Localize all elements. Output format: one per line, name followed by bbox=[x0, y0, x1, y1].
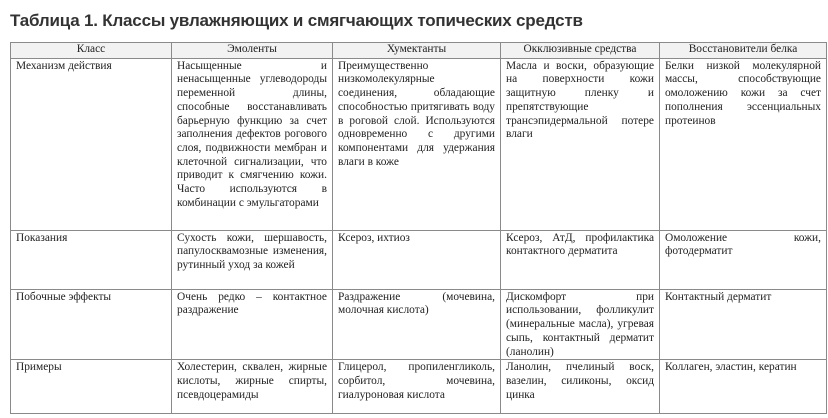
column-header-emollients: Эмоленты bbox=[172, 43, 333, 59]
table-cell: Белки низкой молекулярной массы, способствующие омоложению кожи за счет пополнения эссенциальных протеинов bbox=[660, 58, 827, 230]
classes-table bbox=[10, 42, 827, 414]
table-cell: Холестерин, сквален, жирные кислоты, жирные спирты, псевдоцерамиды bbox=[172, 360, 333, 414]
column-header-occlusives: Окклюзивные средства bbox=[501, 43, 660, 59]
table-title: Таблица 1. Классы увлажняющих и смягчающих топических средств bbox=[10, 11, 583, 30]
table-cell: Раздражение (мочевина, молочная кислота) bbox=[333, 289, 501, 360]
column-header-protein-restorers: Восстановители белка bbox=[660, 43, 827, 59]
table-row bbox=[11, 58, 827, 230]
table-cell: Ксероз, ихтиоз bbox=[333, 230, 501, 289]
table-header-row bbox=[11, 43, 827, 59]
table-cell: Очень редко – контактное раздражение bbox=[172, 289, 333, 360]
table-cell: Масла и воски, образующие на поверхности кожи защитную пленку и препятствующие трансэпидермальной потере влаги bbox=[501, 58, 660, 230]
table-row bbox=[11, 289, 827, 360]
table-cell: Глицерол, пропиленгликоль, сорбитол, мочевина, гиалуроновая кислота bbox=[333, 360, 501, 414]
row-label: Побочные эффекты bbox=[11, 289, 172, 360]
table-cell: Насыщенные и ненасыщенные углеводороды переменной длины, способные восстанавливать барьерную функцию за счет заполнения дефектов рогового слоя, подвижности мембран и клеточной сигнализации, что приводит к смягчению кожи. Часто используются в комбинации с эмульгаторами bbox=[172, 58, 333, 230]
table-cell: Ксероз, АтД, профилактика контактного дерматита bbox=[501, 230, 660, 289]
row-label: Показания bbox=[11, 230, 172, 289]
row-label: Примеры bbox=[11, 360, 172, 414]
table-row bbox=[11, 360, 827, 414]
table-cell: Ланолин, пчелиный воск, вазелин, силиконы, оксид цинка bbox=[501, 360, 660, 414]
table-cell: Дискомфорт при использовании, фолликулит (минеральные масла), угревая сыпь, контактный дерматит (ланолин) bbox=[501, 289, 660, 360]
table-cell: Преимущественно низкомолекулярные соединения, обладающие способностью притягивать воду в роговой слой. Используются одновременно с другими компонентами для удержания влаги в коже bbox=[333, 58, 501, 230]
table-cell: Омоложение кожи, фотодерматит bbox=[660, 230, 827, 289]
table-cell: Сухость кожи, шершавость, папулосквамозные изменения, рутинный уход за кожей bbox=[172, 230, 333, 289]
row-label: Механизм действия bbox=[11, 58, 172, 230]
table-row bbox=[11, 230, 827, 289]
column-header-class: Класс bbox=[11, 43, 172, 59]
table-cell: Коллаген, эластин, кератин bbox=[660, 360, 827, 414]
column-header-humectants: Хумектанты bbox=[333, 43, 501, 59]
table-cell: Контактный дерматит bbox=[660, 289, 827, 360]
